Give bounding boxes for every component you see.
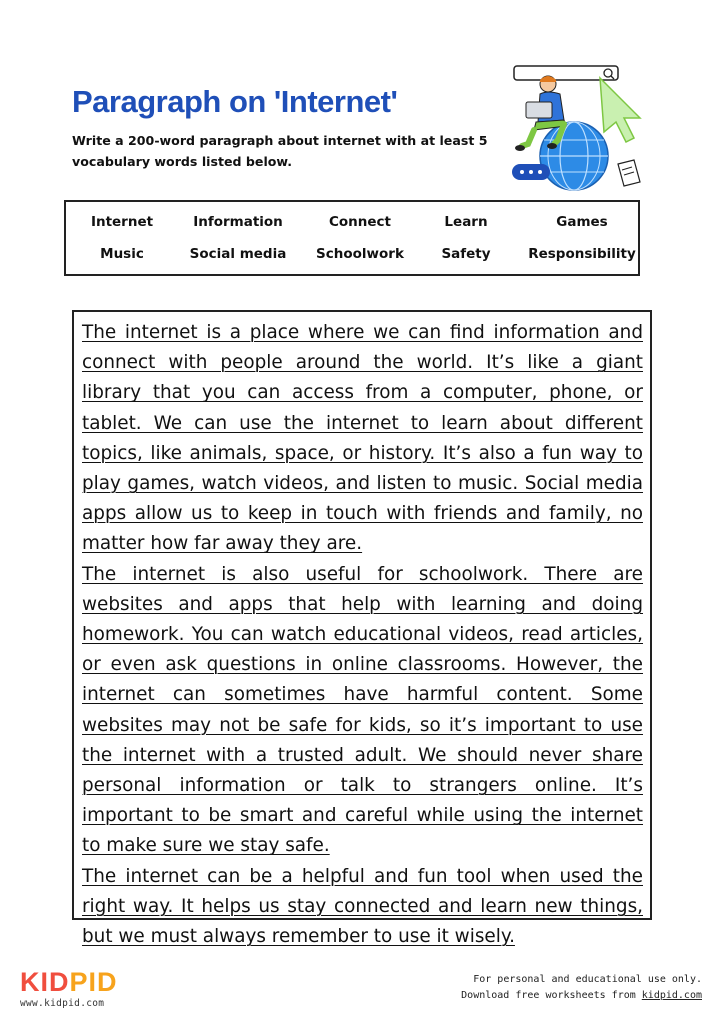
- logo-part-kid: KID: [20, 967, 70, 997]
- footer-link[interactable]: kidpid.com: [641, 990, 702, 1001]
- cursor-arrow-icon: [600, 78, 640, 142]
- vocab-word: Responsibility: [528, 246, 636, 262]
- footer-note: [461, 972, 702, 1004]
- vocab-word: Music: [100, 246, 144, 262]
- document-icon: [618, 160, 640, 186]
- vocabulary-box: [64, 200, 640, 276]
- vocab-word: Internet: [90, 214, 154, 230]
- logo-wordmark: [20, 968, 118, 996]
- vocab-word: Learn: [444, 214, 488, 230]
- vocab-word: Information: [193, 214, 283, 230]
- kidpid-logo: [20, 968, 118, 1009]
- paragraph-1: The internet is a place where we can find information and connect with people around the world. It’s like a giant library that you can access from a computer, phone, or tablet. We can use the internet to learn about different topics, like animals, space, or history. It’s also a fun way to play games, watch videos, and listen to music. Social media apps allow us to keep in touch with friends and family, no matter how far away they are.: [82, 322, 643, 555]
- footer-note-text: Download free worksheets from: [461, 990, 642, 1001]
- logo-url: www.kidpid.com: [20, 998, 105, 1009]
- footer-note-line2: [461, 988, 702, 1004]
- paragraph-text: [82, 318, 643, 952]
- person-with-laptop-icon: [515, 76, 566, 151]
- footer-note-line1: For personal and educational use only.: [473, 974, 702, 985]
- chat-bubble-icon: [512, 164, 550, 180]
- vocab-word: Social media: [189, 246, 287, 262]
- page-title: Paragraph on 'Internet': [72, 84, 398, 119]
- vocab-word: Connect: [328, 214, 392, 230]
- paragraph-3: The internet can be a helpful and fun tool when used the right way. It helps us stay connected and learn new things, but we must always remember to use it wisely.: [82, 865, 643, 948]
- search-bar-icon: [514, 66, 618, 80]
- paragraph-box: [72, 310, 652, 948]
- globe-icon: [540, 122, 608, 190]
- internet-illustration: [508, 60, 658, 192]
- vocab-word: Schoolwork: [316, 246, 404, 262]
- vocab-word: Games: [556, 214, 608, 230]
- instructions-text: Write a 200-word paragraph about internet with at least 5 vocabulary words listed below.: [72, 133, 488, 169]
- vocab-word: Safety: [441, 246, 491, 262]
- logo-part-pid: PID: [69, 967, 118, 997]
- paragraph-2: The internet is also useful for schoolwork. There are websites and apps that help with learning and doing homework. You can watch educational videos, read articles, or even ask questions in online classrooms. However, the internet can sometimes have harmful content. Some websites may not be safe for kids, so it’s important to use the internet with a trusted adult. We should never share personal information or talk to strangers online. It’s important to be smart and careful while using the internet to make sure we stay safe.: [82, 563, 643, 857]
